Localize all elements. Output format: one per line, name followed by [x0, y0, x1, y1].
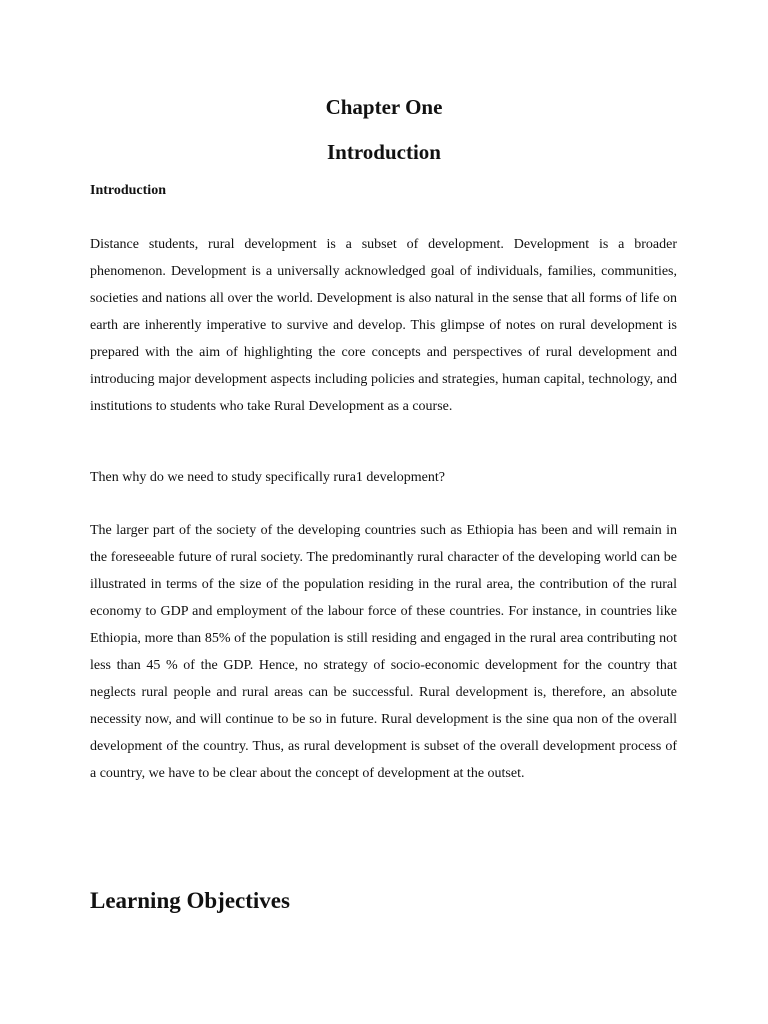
- question-line: Then why do we need to study specifically rura1 development?: [90, 470, 445, 485]
- rationale-paragraph: The larger part of the society of the developing countries such as Ethiopia has been and will remain in the foreseeable future of rural society. The predominantly rural character of the developing world can be illustrated in terms of the size of the population residing in the rural area, the contribution of the rural economy to GDP and employment of the labour force of these countries. For instance, in countries like Ethiopia, more than 85% of the population is still residing and engaged in the rural area contributing not less than 45 % of the GDP. Hence, no strategy of socio-economic development for the country that neglects rural people and rural areas can be successful. Rural development is, therefore, an absolute necessity now, and will continue to be so in future. Rural development is the sine qua non of the overall development of the country. Thus, as rural development is subset of the overall development process of a country, we have to be clear about the concept of development at the outset.: [90, 523, 677, 781]
- chapter-title: Chapter One: [325, 95, 443, 119]
- section-label: Introduction: [90, 183, 166, 198]
- chapter-heading: Introduction: [327, 140, 441, 164]
- intro-paragraph: Distance students, rural development is a subset of development. Development is a broader phenomenon. Development is a universally acknowledged goal of individuals, families, communities, societies and nations all over the world. Development is also natural in the sense that all forms of life on earth are inherently imperative to survive and develop. This glimpse of notes on rural development is prepared with the aim of highlighting the core concepts and perspectives of rural development and introducing major development aspects including policies and strategies, human capital, technology, and institutions to students who take Rural Development as a course.: [90, 237, 677, 414]
- learning-objectives-heading: Learning Objectives: [90, 888, 290, 913]
